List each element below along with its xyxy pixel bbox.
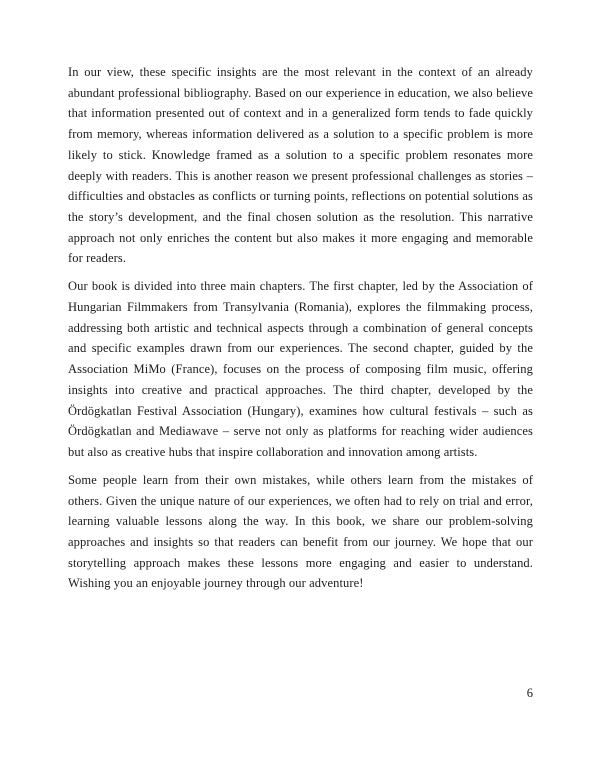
paragraph-2: Our book is divided into three main chapters. The first chapter, led by the Association of Hungarian Filmmakers from Transylvania (Romania), explores the filmmaking process, addressing both artistic and technical aspects through a combination of general concepts and specific examples drawn from our experiences. The second chapter, guided by the Association MiMo (France), focuses on the process of composing film music, offering insights into creative and practical approaches. The third chapter, developed by the Ördögkatlan Festival Association (Hungary), examines how cultural festivals – such as Ördögkatlan and Mediawave – serve not only as platforms for reaching wider audiences but also as creative hubs that inspire collaboration and innovation among artists. — [68, 279, 533, 459]
body-text — [68, 62, 533, 594]
page-number: 6 — [526, 686, 533, 700]
paragraph-1: In our view, these specific insights are the most relevant in the context of an already abundant professional bibliography. Based on our experience in education, we also believe that information presented out of context and in a generalized form tends to fade quickly from memory, whereas information delivered as a solution to a specific problem is more likely to stick. Knowledge framed as a solution to a specific problem resonates more deeply with readers. This is another reason we present professional challenges as stories – difficulties and obstacles as conflicts or turning points, reflections on potential solutions as the story’s development, and the final chosen solution as the resolution. This narrative approach not only enriches the content but also makes it more engaging and memorable for readers. — [68, 65, 533, 266]
paragraph-3: Some people learn from their own mistakes, while others learn from the mistakes of others. Given the unique nature of our experiences, we often had to rely on trial and error, learning valuable lessons along the way. In this book, we share our problem-solving approaches and insights so that readers can benefit from our journey. We hope that our storytelling approach makes these lessons more engaging and easier to understand. Wishing you an enjoyable journey through our adventure! — [68, 472, 533, 591]
